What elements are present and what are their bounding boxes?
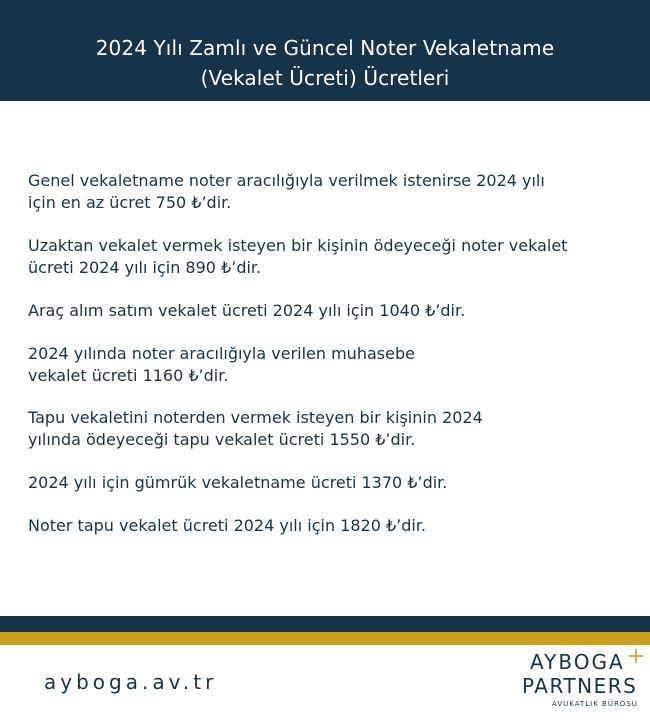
footer-band-navy xyxy=(0,616,650,632)
fee-text-line: ücreti 2024 yılı için 890 ₺’dir. xyxy=(28,258,262,277)
logo-text-partners: PARTNERS xyxy=(522,674,638,698)
fee-paragraph-general xyxy=(28,170,643,214)
website-link[interactable]: ayboga.av.tr xyxy=(44,670,218,694)
fee-text-line: Uzaktan vekalet vermek isteyen bir kişinin ödeyeceği noter vekalet xyxy=(28,236,568,255)
fee-text-line: vekalet ücreti 1160 ₺’dir. xyxy=(28,366,229,385)
fee-text-line: yılında ödeyeceği tapu vekalet ücreti 1550 ₺’dir. xyxy=(28,430,416,449)
fee-text-line: 2024 yılında noter aracılığıyla verilen muhasebe xyxy=(28,344,415,363)
fee-text-line: Genel vekaletname noter aracılığıyla verilmek istenirse 2024 yılı xyxy=(28,171,545,190)
fee-paragraph-accounting xyxy=(28,343,643,387)
fee-text-line: Araç alım satım vekalet ücreti 2024 yılı için 1040 ₺’dir. xyxy=(28,301,466,320)
logo-text-subtitle: AVUKATLIK BÜROSU xyxy=(552,700,638,708)
footer-band-gold xyxy=(0,632,650,645)
fee-text-line: Tapu vekaletini noterden vermek isteyen bir kişinin 2024 xyxy=(28,408,483,427)
fee-paragraph-remote xyxy=(28,235,643,279)
page-title-line1: 2024 Yılı Zamlı ve Güncel Noter Vekaletname xyxy=(95,36,555,60)
page-title-line2: (Vekalet Ücreti) Ücretleri xyxy=(200,66,450,90)
fee-paragraph-notary-deed xyxy=(28,515,643,537)
fee-paragraph-vehicle xyxy=(28,300,643,322)
fee-text-line: Noter tapu vekalet ücreti 2024 yılı için 1820 ₺’dir. xyxy=(28,516,427,535)
fee-paragraph-deed xyxy=(28,407,643,451)
fee-paragraph-customs xyxy=(28,472,643,494)
company-logo xyxy=(520,648,646,712)
logo-text-ayboga: AYBOGA xyxy=(530,650,625,674)
fee-text-line: için en az ücret 750 ₺’dir. xyxy=(28,193,232,212)
header-banner xyxy=(0,0,650,101)
plus-icon xyxy=(628,648,644,664)
fee-text-line: 2024 yılı için gümrük vekaletname ücreti 1370 ₺’dir. xyxy=(28,473,448,492)
